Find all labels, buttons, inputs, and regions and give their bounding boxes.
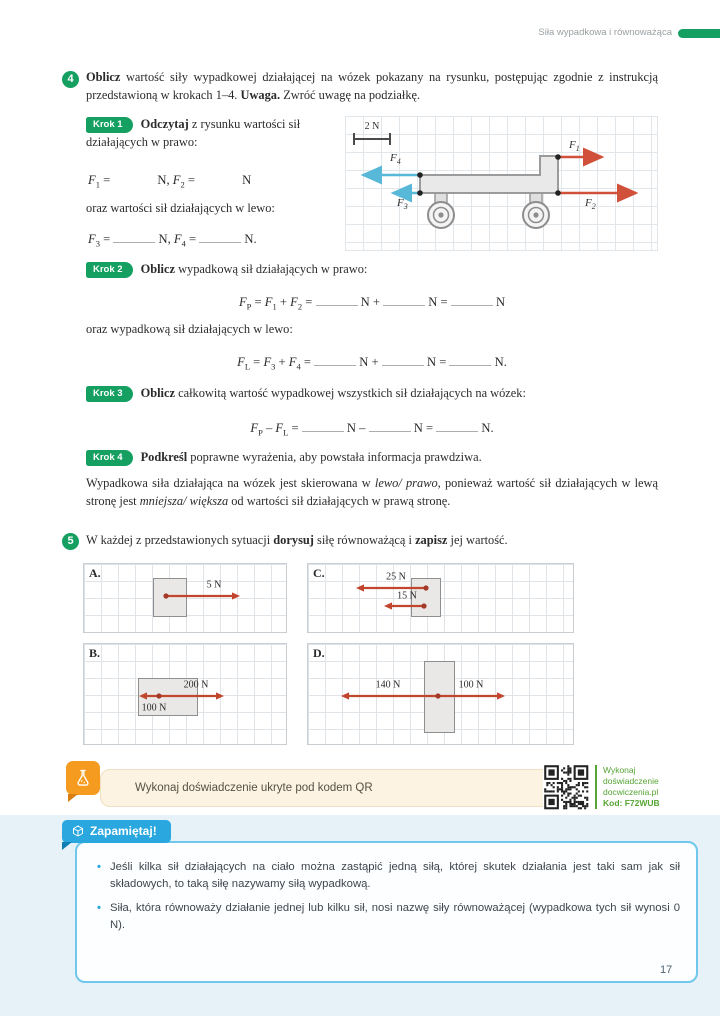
qr-module xyxy=(569,780,571,782)
qr-module xyxy=(578,784,580,786)
answer-blank[interactable] xyxy=(199,229,241,243)
qr-module xyxy=(586,782,588,784)
force-label-f3: $F_3$ xyxy=(397,197,408,212)
remember-bullet-text: Siła, która równoważy działanie jednej lub kilku sił, nosi nazwę siły równoważącej (wypadkowa tych sił wynosi 0 N). xyxy=(109,901,680,931)
krok3-verb: Oblicz xyxy=(140,386,175,400)
krok2-formula-left xyxy=(86,352,658,372)
formula-text: N. xyxy=(241,232,257,246)
cart-figure xyxy=(345,116,658,251)
answer-blank[interactable] xyxy=(451,292,493,306)
cart-body xyxy=(420,156,558,228)
formula-text: = xyxy=(251,295,265,309)
qr-module xyxy=(565,803,567,805)
qr-module xyxy=(578,782,580,784)
qr-module xyxy=(572,797,574,799)
variable: $F_1$ xyxy=(264,295,277,312)
formula-text: N = xyxy=(410,421,437,435)
qr-module xyxy=(561,790,563,792)
panel-arrows-svg xyxy=(308,644,573,744)
qr-module xyxy=(557,788,559,790)
flask-icon xyxy=(73,768,93,788)
variable: $F_2$ xyxy=(290,295,303,312)
qr-module xyxy=(548,769,554,775)
svg-text:2 N: 2 N xyxy=(364,121,380,132)
panel-arrows-svg xyxy=(84,564,286,632)
situation-panel-b[interactable] xyxy=(83,643,287,745)
qr-module xyxy=(578,807,580,809)
task5-number: 5 xyxy=(62,533,79,550)
answer-blank[interactable] xyxy=(302,418,344,432)
qr-caption-code: Kod: F72WUB xyxy=(603,798,660,809)
force-value-label: 5 N xyxy=(206,579,222,591)
qr-module xyxy=(582,784,584,786)
qr-module xyxy=(586,797,588,799)
qr-module xyxy=(567,765,569,767)
variable: $F_3$ xyxy=(88,232,100,249)
qr-module xyxy=(578,803,580,805)
qr-module xyxy=(565,801,567,803)
arrow-head xyxy=(216,692,224,699)
attachment-dot xyxy=(423,585,428,590)
arrow-head xyxy=(341,692,349,699)
attachment-dot xyxy=(163,593,168,598)
answer-blank[interactable] xyxy=(369,418,411,432)
chapter-title: Siła wypadkowa i równoważąca xyxy=(538,27,672,38)
qr-module xyxy=(563,772,565,774)
qr-module xyxy=(567,772,569,774)
remember-tab xyxy=(62,820,171,843)
answer-blank[interactable] xyxy=(383,292,425,306)
qr-module xyxy=(544,788,546,790)
qr-module xyxy=(553,790,555,792)
qr-module xyxy=(561,778,563,780)
krok4-badge: Krok 4 xyxy=(86,450,133,467)
krok2-badge: Krok 2 xyxy=(86,262,133,279)
qr-module xyxy=(551,784,553,786)
formula-text: N xyxy=(242,173,252,187)
qr-module xyxy=(569,767,571,769)
remember-bullet-1 xyxy=(97,859,680,893)
formula-text: N – xyxy=(343,421,369,435)
task5-intro xyxy=(86,532,658,550)
qr-module xyxy=(569,786,571,788)
formula-text: = xyxy=(288,421,302,435)
qr-module xyxy=(574,801,576,803)
krok4-para-text3: od wartości sił działających w prawą stronę. xyxy=(228,493,451,508)
task5-verb1: dorysuj xyxy=(273,533,314,547)
qr-module xyxy=(574,786,576,788)
scale-bar xyxy=(354,121,390,145)
krok1-lead xyxy=(86,116,334,152)
qr-module xyxy=(567,778,569,780)
formula-text: + xyxy=(275,355,289,369)
krok2-formula-right xyxy=(86,292,658,312)
formula-text: N. xyxy=(478,421,494,435)
task4-number: 4 xyxy=(62,71,79,88)
task4-verb: Oblicz xyxy=(86,70,121,84)
task5-text3: jej wartość. xyxy=(447,533,508,547)
qr-module xyxy=(578,795,580,797)
qr-module xyxy=(578,790,580,792)
krok1-text: z rysunku wartości sił działających w prawo: xyxy=(86,117,301,149)
qr-module xyxy=(574,799,576,801)
qr-module xyxy=(565,772,567,774)
formula-text: N + xyxy=(356,355,382,369)
qr-module xyxy=(582,805,584,807)
formula-text: = xyxy=(99,173,114,187)
qr-module xyxy=(561,788,563,790)
formula-text: N xyxy=(492,295,506,309)
force-label-f2: $F_2$ xyxy=(585,197,596,212)
formula-text: N, xyxy=(157,173,173,187)
choice-lewo-prawo[interactable]: lewo/ prawo xyxy=(374,476,438,490)
qr-module xyxy=(569,769,571,771)
krok3-formula xyxy=(86,418,658,438)
krok4-lead xyxy=(86,450,482,467)
qr-module xyxy=(565,782,567,784)
variable: $F_1$ xyxy=(88,173,100,190)
krok2-lead xyxy=(86,262,367,279)
qr-caption-line: Wykonaj xyxy=(603,765,636,775)
qr-module xyxy=(563,801,565,803)
answer-blank[interactable] xyxy=(113,229,155,243)
formula-text: N, xyxy=(155,232,174,246)
qr-module xyxy=(561,769,563,771)
bullet-icon: • xyxy=(97,861,101,873)
krok1-formula-right xyxy=(88,171,251,190)
krok3-text: całkowitą wartość wypadkowej wszystkich sił działających na wózek: xyxy=(175,386,526,400)
qr-module xyxy=(567,786,569,788)
qr-module xyxy=(569,788,571,790)
qr-module xyxy=(569,778,571,780)
krok2-text: wypadkową sił działających w prawo: xyxy=(175,262,368,276)
variable: $F_4$ xyxy=(173,232,186,249)
arrow-head xyxy=(497,692,505,699)
qr-module xyxy=(582,782,584,784)
krok4-paragraph xyxy=(86,475,658,510)
formula-text: N = xyxy=(423,355,450,369)
variable: $F_P$ xyxy=(238,295,252,312)
answer-space[interactable] xyxy=(198,171,242,184)
qr-module xyxy=(563,780,565,782)
qr-module xyxy=(586,803,588,805)
qr-module xyxy=(559,782,561,784)
qr-module xyxy=(569,801,571,803)
wheel-right xyxy=(523,202,549,228)
qr-module xyxy=(569,803,571,805)
qr-module xyxy=(574,797,576,799)
arrow-head xyxy=(384,602,392,609)
qr-module xyxy=(565,790,567,792)
answer-blank[interactable] xyxy=(436,418,478,432)
formula-text: N = xyxy=(425,295,451,309)
variable: $F_P$ xyxy=(250,421,263,438)
panel-arrows-svg xyxy=(84,644,286,744)
krok4-text: poprawne wyrażenia, aby powstała informacja prawdziwa. xyxy=(187,450,482,464)
variable: $F_3$ xyxy=(263,355,276,372)
qr-module xyxy=(574,803,576,805)
qr-module xyxy=(567,801,569,803)
attachment-dot xyxy=(156,693,161,698)
formula-text: = xyxy=(184,173,199,187)
krok4-para-text: Wypadkowa siła działająca na wózek jest skierowana w xyxy=(86,476,375,490)
krok1-badge: Krok 1 xyxy=(86,117,133,134)
qr-module xyxy=(551,790,553,792)
krok4-para-text2: , ponieważ wartość sił działających w lewą stronę jest xyxy=(86,476,658,508)
force-value-label: 100 N xyxy=(141,702,167,714)
qr-module xyxy=(576,805,578,807)
variable: $F_L$ xyxy=(275,421,289,438)
formula-text: = xyxy=(302,295,316,309)
qr-module xyxy=(586,805,588,807)
qr-module xyxy=(548,790,550,792)
panel-letter: C. xyxy=(313,566,325,580)
qr-module xyxy=(576,788,578,790)
qr-module xyxy=(567,767,569,769)
qr-module xyxy=(574,795,576,797)
qr-module xyxy=(582,803,584,805)
qr-module xyxy=(586,786,588,788)
qr-module xyxy=(548,782,550,784)
remember-bullet-text: Jeśli kilka sił działających na ciało można zastąpić jedną siłą, której skutek działania jest taki sam jak sił składowych, to taką siłę nazywamy siłą wypadkową. xyxy=(109,861,680,890)
qr-module xyxy=(544,790,546,792)
choice-mniejsza-wieksza[interactable]: mniejsza/ większa xyxy=(139,493,229,508)
qr-module xyxy=(569,799,571,801)
formula-text: = xyxy=(300,355,315,369)
formula-text: – xyxy=(262,421,276,435)
qr-module xyxy=(580,807,582,809)
qr-module xyxy=(567,784,569,786)
cart-figure-svg xyxy=(345,116,657,250)
arrow-head xyxy=(232,592,240,599)
task4-text: wartość siły wypadkowej działającej na wózek pokazany na rysunku, postępując zgodnie z instrukcją przedstawioną w krokach 1–4. xyxy=(86,70,658,102)
formula-text: = xyxy=(185,232,200,246)
qr-caption xyxy=(595,765,660,809)
panel-letter: A. xyxy=(89,566,101,580)
answer-blank[interactable] xyxy=(449,352,491,366)
qr-module xyxy=(546,784,548,786)
krok1-formula-left xyxy=(88,229,257,249)
qr-module xyxy=(567,769,569,771)
qr-module xyxy=(576,797,578,799)
chapter-color-bar xyxy=(678,29,720,38)
qr-module xyxy=(584,797,586,799)
answer-blank[interactable] xyxy=(382,352,424,366)
force-value-label: 100 N xyxy=(458,679,484,691)
qr-module xyxy=(567,795,569,797)
bullet-icon: • xyxy=(97,901,101,914)
qr-module xyxy=(563,790,565,792)
qr-module xyxy=(548,799,554,805)
qr-module xyxy=(569,793,571,795)
situation-panel-d[interactable] xyxy=(307,643,574,745)
qr-module xyxy=(553,782,555,784)
krok4-verb: Podkreśl xyxy=(140,450,188,464)
variable: $F_4$ xyxy=(288,355,301,372)
force-value-label: 25 N xyxy=(386,571,406,583)
qr-module xyxy=(578,801,580,803)
force-label-f4: $F_4$ xyxy=(390,152,401,167)
qr-module xyxy=(584,805,586,807)
variable: $F_L$ xyxy=(237,355,251,372)
answer-blank[interactable] xyxy=(316,292,358,306)
qr-module xyxy=(586,799,588,801)
qr-caption-line: doświadczenie xyxy=(603,776,659,787)
qr-module xyxy=(563,807,565,809)
qr-module xyxy=(553,786,555,788)
qr-module xyxy=(578,769,584,775)
task5-verb2: zapisz xyxy=(415,533,448,547)
remember-box xyxy=(75,841,698,983)
cube-icon xyxy=(72,825,84,837)
situation-panel-a[interactable] xyxy=(83,563,287,633)
qr-task-bar xyxy=(100,769,556,807)
formula-text: + xyxy=(276,295,291,309)
qr-module xyxy=(565,780,567,782)
qr-module xyxy=(567,774,569,776)
remember-bullet-2 xyxy=(97,900,680,934)
krok3-lead xyxy=(86,386,526,403)
qr-module xyxy=(582,790,584,792)
arrow-head xyxy=(139,692,147,699)
force-value-label: 15 N xyxy=(397,590,417,602)
variable: $F_2$ xyxy=(172,173,185,190)
qr-module xyxy=(576,784,578,786)
situation-panel-c[interactable] xyxy=(307,563,574,633)
task5-text2: siłę równoważącą i xyxy=(313,533,416,547)
qr-module xyxy=(559,788,561,790)
krok1-mid: oraz wartości sił działających w lewo: xyxy=(86,201,275,215)
qr-module xyxy=(576,801,578,803)
qr-module xyxy=(569,772,571,774)
qr-module xyxy=(584,786,586,788)
answer-space[interactable] xyxy=(113,171,157,184)
qr-module xyxy=(580,795,582,797)
qr-module xyxy=(580,803,582,805)
formula-text: N. xyxy=(491,355,507,369)
qr-module xyxy=(561,799,563,801)
task5-text: W każdej z przedstawionych sytuacji xyxy=(86,533,274,547)
answer-blank[interactable] xyxy=(314,352,356,366)
force-value-label: 140 N xyxy=(375,679,401,691)
qr-module xyxy=(582,801,584,803)
qr-module xyxy=(565,807,567,809)
qr-module xyxy=(572,805,574,807)
qr-module xyxy=(586,790,588,792)
qr-module xyxy=(584,782,586,784)
qr-module xyxy=(563,793,565,795)
force-value-label: 200 N xyxy=(183,679,209,691)
qr-module xyxy=(572,786,574,788)
qr-module xyxy=(569,805,571,807)
qr-task-text: Wykonaj doświadczenie ukryte pod kodem QR xyxy=(135,782,373,794)
qr-module xyxy=(576,793,578,795)
qr-module xyxy=(557,782,559,784)
krok1-verb: Odczytaj xyxy=(140,117,189,131)
panel-arrows-svg xyxy=(308,564,573,632)
task4-note: Uwaga. xyxy=(240,87,281,102)
force-label-f1: $F_1$ xyxy=(569,139,580,154)
qr-module xyxy=(546,782,548,784)
attachment-dot xyxy=(421,603,426,608)
qr-caption-link[interactable]: docwiczenia.pl xyxy=(603,787,659,798)
formula-text: = xyxy=(99,232,114,246)
task4-intro xyxy=(86,69,658,104)
qr-module xyxy=(574,805,576,807)
attachment-dot xyxy=(435,693,440,698)
qr-module xyxy=(557,786,559,788)
qr-module xyxy=(565,805,567,807)
qr-module xyxy=(565,788,567,790)
arrow-head xyxy=(356,584,364,591)
krok2-mid: oraz wypadkową sił działających w lewo: xyxy=(86,322,293,336)
qr-module xyxy=(567,793,569,795)
qr-module xyxy=(561,782,563,784)
qr-module xyxy=(572,803,574,805)
qr-module xyxy=(561,786,563,788)
qr-module xyxy=(563,767,565,769)
panel-letter: B. xyxy=(89,646,101,660)
qr-code xyxy=(543,764,589,810)
qr-module xyxy=(580,801,582,803)
panel-letter: D. xyxy=(313,646,325,660)
formula-text: N + xyxy=(357,295,384,309)
remember-title: Zapamiętaj! xyxy=(90,824,157,838)
wheel-left xyxy=(428,202,454,228)
task4-text2: Zwróć uwagę na podziałkę. xyxy=(280,87,421,102)
qr-module xyxy=(546,790,548,792)
qr-module xyxy=(561,784,563,786)
qr-module xyxy=(561,795,563,797)
qr-module xyxy=(557,790,559,792)
krok2-verb: Oblicz xyxy=(140,262,175,276)
qr-module xyxy=(563,805,565,807)
experiment-icon-badge xyxy=(66,761,100,795)
krok3-badge: Krok 3 xyxy=(86,386,133,403)
page-number: 17 xyxy=(660,964,673,976)
qr-module xyxy=(565,797,567,799)
qr-module xyxy=(567,788,569,790)
qr-module xyxy=(584,807,586,809)
formula-text: = xyxy=(250,355,264,369)
